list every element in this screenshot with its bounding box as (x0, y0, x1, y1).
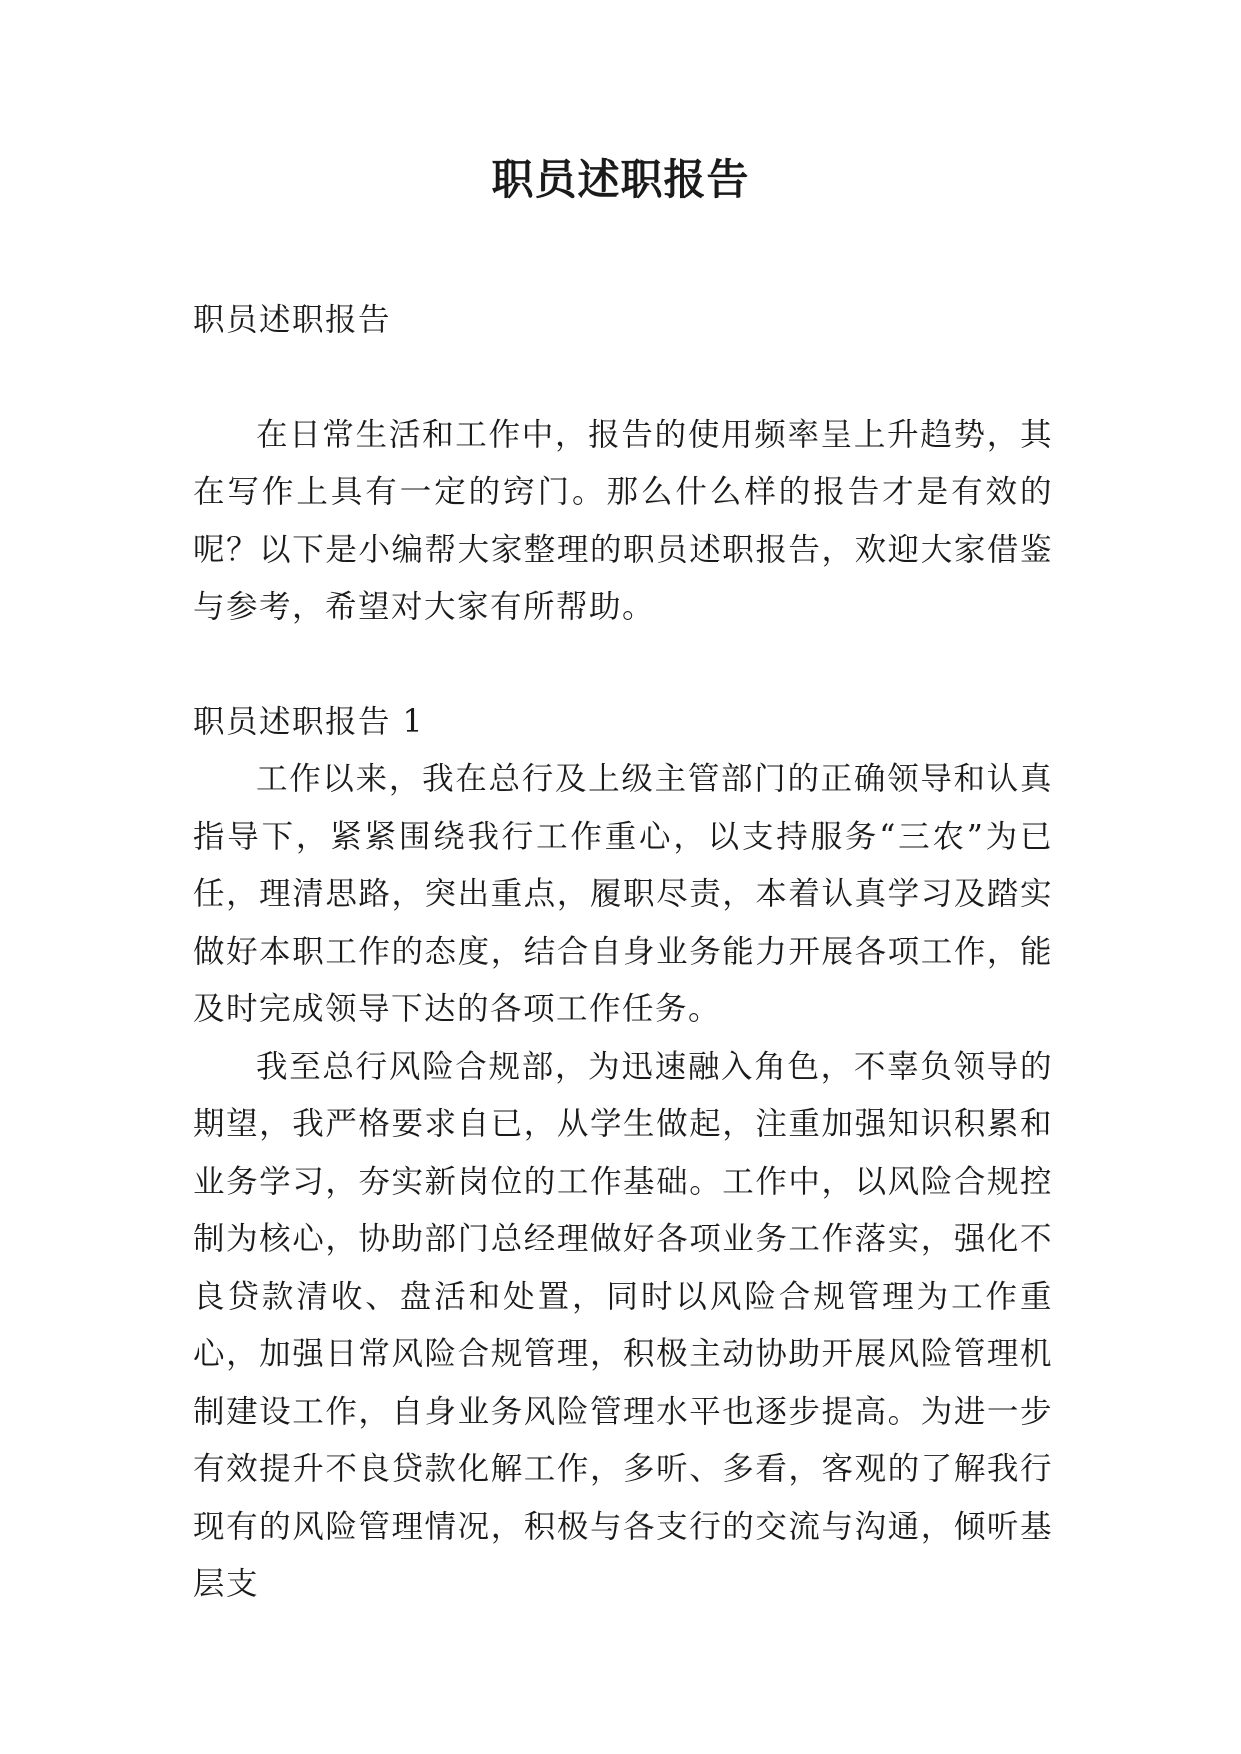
document-body (193, 292, 1053, 1614)
body-paragraph: 工作以来，我在总行及上级主管部门的正确领导和认真指导下，紧紧围绕我行工作重心，以支持服务“三农”为已任，理清思路，突出重点，履职尽责，本着认真学习及踏实做好本职工作的态度，结合自身业务能力开展各项工作，能及时完成领导下达的各项工作任务。 (193, 761, 1053, 1027)
section-heading: 职员述职报告 1 (193, 703, 425, 740)
body-paragraph: 我至总行风险合规部，为迅速融入角色，不辜负领导的期望，我严格要求自已，从学生做起，注重加强知识积累和业务学习，夯实新岗位的工作基础。工作中，以风险合规控制为核心，协助部门总经理做好各项业务工作落实，强化不良贷款清收、盘活和处置，同时以风险合规管理为工作重心，加强日常风险合规管理，积极主动协助开展风险管理机制建设工作，自身业务风险管理水平也逐步提高。为进一步有效提升不良贷款化解工作，多听、多看，客观的了解我行现有的风险管理情况，积极与各支行的交流与沟通，倾听基层支 (193, 1048, 1053, 1602)
document-subtitle: 职员述职报告 (193, 302, 392, 338)
intro-paragraph: 在日常生活和工作中，报告的使用频率呈上升趋势，其在写作上具有一定的窍门。那么什么样的报告才是有效的呢？以下是小编帮大家整理的职员述职报告，欢迎大家借鉴与参考，希望对大家有所帮助。 (193, 416, 1053, 625)
document-title: 职员述职报告 (491, 155, 750, 204)
